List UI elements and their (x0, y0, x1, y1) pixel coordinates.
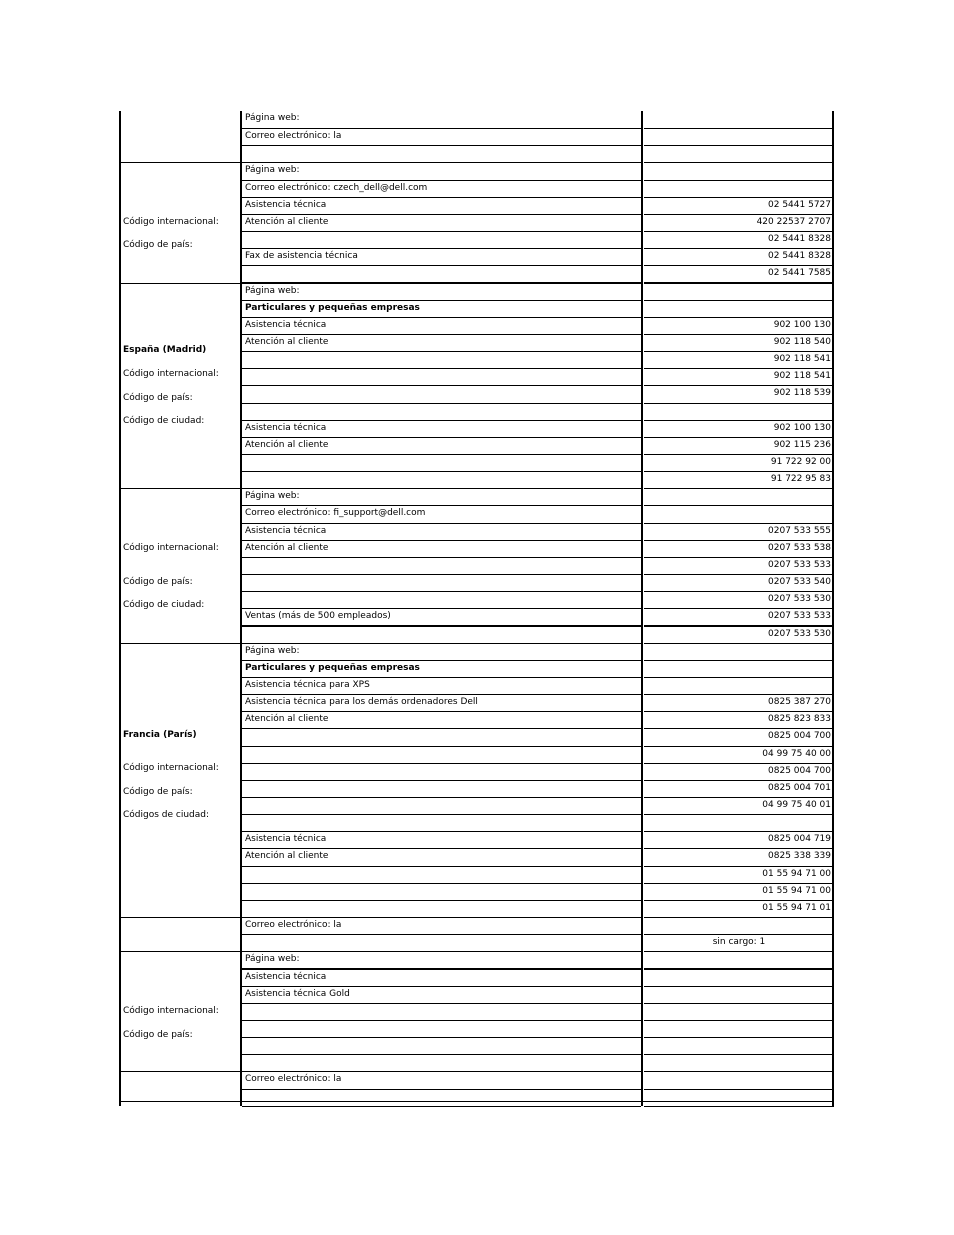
service-label: Particulares y pequeñas empresas (245, 302, 420, 313)
phone-number: sin cargo: 1 (712, 937, 766, 948)
phone-cell (644, 368, 834, 386)
service-label: Ventas (más de 500 empleados) (245, 611, 391, 622)
service-cell (242, 1071, 641, 1089)
service-cell (242, 1020, 641, 1038)
service-cell (242, 951, 641, 969)
service-cell (242, 591, 641, 609)
table-row (242, 437, 834, 455)
service-cell (242, 626, 641, 644)
table-row (242, 351, 834, 369)
service-cell (242, 694, 641, 712)
phone-cell (644, 437, 834, 455)
service-cell (242, 780, 641, 798)
phone-number: 0825 387 270 (768, 697, 831, 708)
service-cell (242, 368, 641, 386)
country-section (121, 110, 241, 161)
service-cell (242, 111, 641, 129)
phone-cell (644, 231, 834, 249)
phone-cell (644, 969, 834, 987)
phone-cell (644, 197, 834, 215)
service-cell (242, 128, 641, 146)
phone-cell (644, 248, 834, 266)
country-code-label: Código internacional: (123, 543, 219, 554)
phone-cell (644, 900, 834, 918)
service-cell (242, 403, 641, 421)
phone-number: 91 722 92 00 (770, 457, 831, 467)
table-row (242, 162, 834, 180)
phone-number: 0825 823 833 (768, 714, 831, 725)
phone-number: 902 115 236 (773, 439, 831, 450)
table-row (242, 643, 834, 661)
country-section (121, 917, 241, 951)
phone-cell (644, 883, 834, 901)
service-cell (242, 1003, 641, 1021)
service-label: Asistencia técnica (245, 971, 327, 982)
phone-number: 0825 004 700 (768, 731, 831, 742)
phone-cell (644, 797, 834, 815)
table-row (242, 660, 834, 678)
table-row (242, 265, 834, 283)
table-row (242, 128, 834, 146)
table-row (242, 677, 834, 695)
phone-cell (644, 1089, 834, 1107)
service-cell (242, 317, 641, 335)
service-cell (242, 351, 641, 369)
table-row (242, 1003, 834, 1021)
table-row (242, 145, 834, 163)
phone-cell (644, 420, 834, 438)
phone-cell (644, 540, 834, 558)
phone-cell (644, 591, 834, 609)
table-row (242, 917, 834, 935)
phone-cell (644, 831, 834, 849)
phone-number: 04 99 75 40 00 (762, 748, 831, 759)
service-cell (242, 231, 641, 249)
phone-cell (644, 986, 834, 1004)
table-row (242, 300, 834, 318)
table-row (242, 385, 834, 403)
table-row (242, 608, 834, 626)
service-cell (242, 814, 641, 832)
phone-cell (644, 317, 834, 335)
country-section (121, 951, 241, 1071)
country-code-label: Código de país: (123, 240, 193, 251)
table-row (242, 763, 834, 781)
country-code-label: Código de país: (123, 1030, 193, 1041)
phone-cell (644, 746, 834, 764)
service-cell (242, 643, 641, 661)
phone-cell (644, 1020, 834, 1038)
phone-cell (644, 214, 834, 232)
phone-cell (644, 677, 834, 695)
phone-number: 420 22537 2707 (756, 216, 831, 227)
service-cell (242, 574, 641, 592)
phone-cell (644, 128, 834, 146)
service-label: Atención al cliente (245, 336, 329, 347)
phone-cell (644, 488, 834, 506)
service-label: Asistencia técnica (245, 525, 327, 536)
table-row (242, 1020, 834, 1038)
table-row (242, 574, 834, 592)
phone-cell (644, 763, 834, 781)
country-code-label: Código internacional: (123, 1006, 219, 1017)
service-cell (242, 300, 641, 318)
service-cell (242, 711, 641, 729)
table-row (242, 197, 834, 215)
table-row (242, 626, 834, 644)
service-cell (242, 197, 641, 215)
phone-number: 01 55 94 71 00 (762, 885, 831, 896)
phone-cell (644, 780, 834, 798)
service-cell (242, 180, 641, 198)
phone-number: 0207 533 538 (768, 542, 831, 553)
service-label: Asistencia técnica Gold (245, 988, 350, 999)
phone-number: 902 118 540 (773, 336, 831, 347)
country-code-label: Código internacional: (123, 368, 219, 379)
service-label: Asistencia técnica para los demás ordenadores Dell (245, 697, 478, 708)
table-row (242, 728, 834, 746)
table-row (242, 934, 834, 952)
country-code-label: Código de país: (123, 392, 193, 403)
service-cell (242, 917, 641, 935)
service-label: Asistencia técnica (245, 319, 327, 330)
table-row (242, 180, 834, 198)
phone-cell (644, 505, 834, 523)
phone-number: 0207 533 530 (768, 594, 831, 605)
phone-cell (644, 111, 834, 129)
service-label: Particulares y pequeñas empresas (245, 662, 420, 673)
service-cell (242, 437, 641, 455)
service-cell (242, 900, 641, 918)
phone-cell (644, 523, 834, 541)
service-label: Página web: (245, 954, 300, 965)
service-cell (242, 488, 641, 506)
service-label: Correo electrónico: czech_dell@dell.com (245, 182, 428, 193)
country-code-label: Código internacional: (123, 762, 219, 773)
country-section (121, 162, 241, 282)
phone-cell (644, 866, 834, 884)
table-row (242, 1054, 834, 1072)
service-cell (242, 608, 641, 626)
service-label: Atención al cliente (245, 542, 329, 553)
service-cell (242, 848, 641, 866)
phone-number: 91 722 95 83 (770, 474, 831, 485)
service-cell (242, 557, 641, 575)
phone-cell (644, 1037, 834, 1055)
phone-number: 02 5441 7585 (768, 268, 831, 279)
table-row (242, 1089, 834, 1107)
table-row (242, 797, 834, 815)
phone-number: 902 100 130 (773, 319, 831, 330)
service-cell (242, 660, 641, 678)
phone-number: 0207 533 540 (768, 577, 831, 588)
service-cell (242, 1037, 641, 1055)
phone-number: 902 118 541 (773, 371, 831, 382)
phone-number: 902 100 130 (773, 422, 831, 433)
service-cell (242, 728, 641, 746)
service-label: Página web: (245, 165, 300, 176)
service-label: Página web: (245, 645, 300, 656)
phone-cell (644, 694, 834, 712)
table-row (242, 969, 834, 987)
phone-cell (644, 608, 834, 626)
service-cell (242, 986, 641, 1004)
service-cell (242, 1054, 641, 1072)
table-row (242, 746, 834, 764)
service-label: Página web: (245, 491, 300, 502)
phone-cell (644, 180, 834, 198)
table-row (242, 368, 834, 386)
table-row (242, 780, 834, 798)
service-label: Asistencia técnica (245, 834, 327, 845)
table-row (242, 883, 834, 901)
table-row (242, 557, 834, 575)
service-label: Atención al cliente (245, 439, 329, 450)
phone-number: 0825 004 719 (768, 834, 831, 845)
phone-cell (644, 351, 834, 369)
phone-cell (644, 1003, 834, 1021)
service-cell (242, 265, 641, 283)
phone-cell (644, 1071, 834, 1089)
table-row (242, 334, 834, 352)
phone-number: 0207 533 533 (768, 611, 831, 622)
service-cell (242, 969, 641, 987)
service-cell (242, 540, 641, 558)
table-row (242, 317, 834, 335)
phone-cell (644, 162, 834, 180)
phone-number: 01 55 94 71 01 (762, 902, 831, 913)
phone-cell (644, 385, 834, 403)
table-row (242, 471, 834, 489)
phone-cell (644, 728, 834, 746)
service-cell (242, 162, 641, 180)
phone-number: 0825 004 701 (768, 782, 831, 793)
table-row (242, 420, 834, 438)
phone-cell (644, 403, 834, 421)
service-cell (242, 677, 641, 695)
phone-cell (644, 454, 834, 472)
phone-number: 0207 533 530 (768, 628, 831, 639)
table-row (242, 231, 834, 249)
service-cell (242, 866, 641, 884)
service-label: Correo electrónico: fi_support@dell.com (245, 508, 426, 519)
service-label: Correo electrónico: la (245, 131, 342, 142)
service-cell (242, 934, 641, 952)
phone-number: 0825 338 339 (768, 851, 831, 862)
phone-number: 0207 533 533 (768, 559, 831, 570)
table-row (242, 591, 834, 609)
table-row (242, 1037, 834, 1055)
phone-cell (644, 1054, 834, 1072)
phone-number: 902 118 539 (773, 388, 831, 399)
table-row (242, 523, 834, 541)
phone-cell (644, 300, 834, 318)
phone-cell (644, 660, 834, 678)
phone-cell (644, 917, 834, 935)
table-row (242, 711, 834, 729)
table-row (242, 488, 834, 506)
table-row (242, 900, 834, 918)
country-code-label: Códigos de ciudad: (123, 809, 210, 820)
service-label: Fax de asistencia técnica (245, 251, 358, 262)
service-label: Página web: (245, 285, 300, 296)
phone-number: 02 5441 8328 (768, 251, 831, 262)
country-code-label: Código internacional: (123, 217, 219, 228)
service-label: Asistencia técnica para XPS (245, 679, 370, 690)
country-section (121, 643, 241, 917)
country-code-label: Código de ciudad: (123, 415, 205, 426)
phone-cell (644, 848, 834, 866)
service-cell (242, 1089, 641, 1107)
phone-cell (644, 711, 834, 729)
phone-cell (644, 643, 834, 661)
service-cell (242, 145, 641, 163)
country-name: Francia (París) (123, 729, 197, 740)
phone-number: 02 5441 8328 (768, 234, 831, 245)
service-label: Correo electrónico: la (245, 1074, 342, 1085)
service-label: Asistencia técnica (245, 422, 327, 433)
service-cell (242, 454, 641, 472)
service-cell (242, 283, 641, 301)
phone-number: 902 118 541 (773, 354, 831, 365)
service-label: Atención al cliente (245, 851, 329, 862)
phone-number: 0207 533 555 (768, 525, 831, 536)
phone-cell (644, 574, 834, 592)
table-row (242, 403, 834, 421)
table-row (242, 848, 834, 866)
phone-number: 01 55 94 71 00 (762, 868, 831, 879)
country-section (121, 283, 241, 489)
table-row (242, 283, 834, 301)
table-row (242, 454, 834, 472)
table-row (242, 111, 834, 129)
table-row (242, 866, 834, 884)
phone-number: 02 5441 5727 (768, 199, 831, 210)
service-cell (242, 385, 641, 403)
table-row (242, 505, 834, 523)
phone-cell (644, 934, 834, 952)
phone-cell (644, 814, 834, 832)
service-cell (242, 763, 641, 781)
country-code-label: Código de país: (123, 577, 193, 588)
service-cell (242, 214, 641, 232)
table-row (242, 986, 834, 1004)
service-cell (242, 523, 641, 541)
table-row (242, 214, 834, 232)
table-row (242, 951, 834, 969)
service-label: Asistencia técnica (245, 199, 327, 210)
country-section (121, 1071, 241, 1105)
service-cell (242, 831, 641, 849)
service-label: Correo electrónico: la (245, 920, 342, 931)
phone-cell (644, 951, 834, 969)
table-row (242, 694, 834, 712)
country-code-label: Código de ciudad: (123, 600, 205, 611)
service-cell (242, 420, 641, 438)
phone-cell (644, 265, 834, 283)
service-cell (242, 505, 641, 523)
service-cell (242, 797, 641, 815)
service-cell (242, 746, 641, 764)
service-cell (242, 471, 641, 489)
service-label: Atención al cliente (245, 714, 329, 725)
country-code-label: Código de país: (123, 786, 193, 797)
service-cell (242, 334, 641, 352)
table-row (242, 814, 834, 832)
service-cell (242, 883, 641, 901)
service-cell (242, 248, 641, 266)
phone-cell (644, 626, 834, 644)
phone-cell (644, 471, 834, 489)
table-row (242, 831, 834, 849)
phone-cell (644, 557, 834, 575)
table-row (242, 540, 834, 558)
country-name: España (Madrid) (123, 344, 207, 355)
service-label: Atención al cliente (245, 216, 329, 227)
service-label: Página web: (245, 113, 300, 123)
phone-number: 0825 004 700 (768, 765, 831, 776)
phone-cell (644, 334, 834, 352)
phone-number: 04 99 75 40 01 (762, 800, 831, 810)
table-row (242, 1071, 834, 1089)
table-row (242, 248, 834, 266)
phone-cell (644, 283, 834, 301)
phone-cell (644, 145, 834, 163)
country-section (121, 488, 241, 642)
